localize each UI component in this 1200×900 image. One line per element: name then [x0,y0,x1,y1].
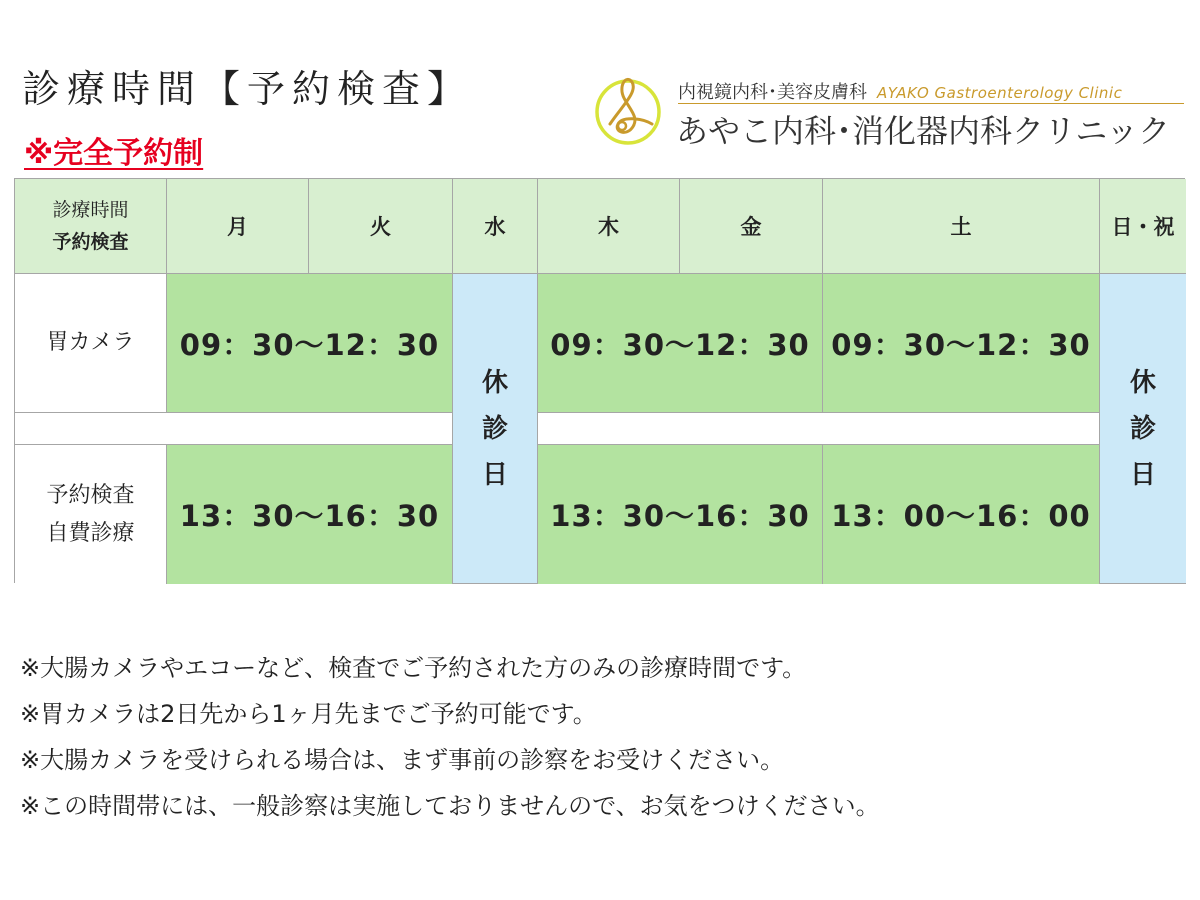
note-item: ※この時間帯には、一般診察は実施しておりませんので、お気をつけください。 [20,792,880,820]
clinic-logo-mark-icon [592,72,668,148]
closed-sun-holiday [1100,274,1186,584]
day-header-sat: 土 [823,179,1100,274]
logo-tagline-en: AYAKO Gastroenterology Clinic [877,84,1123,102]
logo-tagline-jp: 内視鏡内科･美容皮膚科 [678,82,867,103]
closed-char: 日 [1129,459,1156,490]
notes-list [20,645,880,829]
time-slot-sat-afternoon: 13：00～16：00 [823,445,1100,584]
row-label-line: 自費診療 [46,520,135,546]
note-item: ※大腸カメラやエコーなど、検査でご予約された方のみの診療時間です。 [20,654,807,682]
closed-char: 日 [481,459,508,490]
row-label-exam-selfpay [15,445,167,584]
logo-divider [678,103,1184,104]
day-header-thu: 木 [538,179,680,274]
day-header-wed: 水 [453,179,538,274]
time-slot-mon-tue-morning: 09：30～12：30 [167,274,453,413]
closed-char: 診 [1129,413,1156,444]
closed-char: 診 [481,413,508,444]
clinic-logo [592,72,1192,148]
day-header-mon: 月 [167,179,309,274]
logo-tagline [678,78,1122,104]
table-corner-header [15,179,167,274]
day-header-fri: 金 [680,179,823,274]
day-header-tue: 火 [309,179,453,274]
logo-clinic-name: あやこ内科･消化器内科クリニック [676,112,1171,150]
row-label-line: 予約検査 [46,482,135,508]
note-item: ※胃カメラは2日先から1ヶ月先までご予約可能です。 [20,700,597,728]
time-slot-thu-fri-morning: 09：30～12：30 [538,274,823,413]
closed-wed [453,274,538,584]
row-label-gastroscopy [15,274,167,413]
day-header-sun-holiday: 日・祝 [1100,179,1186,274]
row-label-line: 胃カメラ [46,330,135,355]
closed-char: 休 [1129,367,1156,398]
closed-char: 休 [481,367,508,398]
reservation-only-notice: ※完全予約制 [24,136,204,171]
corner-label-exam: 予約検査 [52,231,129,253]
time-slot-mon-tue-afternoon: 13：30～16：30 [167,445,453,584]
time-slot-thu-fri-afternoon: 13：30～16：30 [538,445,823,584]
corner-label-hours: 診療時間 [52,199,129,221]
note-item: ※大腸カメラを受けられる場合は、まず事前の診察をお受けください。 [20,746,785,774]
time-slot-sat-morning: 09：30～12：30 [823,274,1100,413]
row-spacer-left [15,413,453,445]
schedule-table [14,178,1185,583]
page-title: 診療時間【予約検査】 [22,67,473,111]
row-spacer-right [538,413,1100,445]
